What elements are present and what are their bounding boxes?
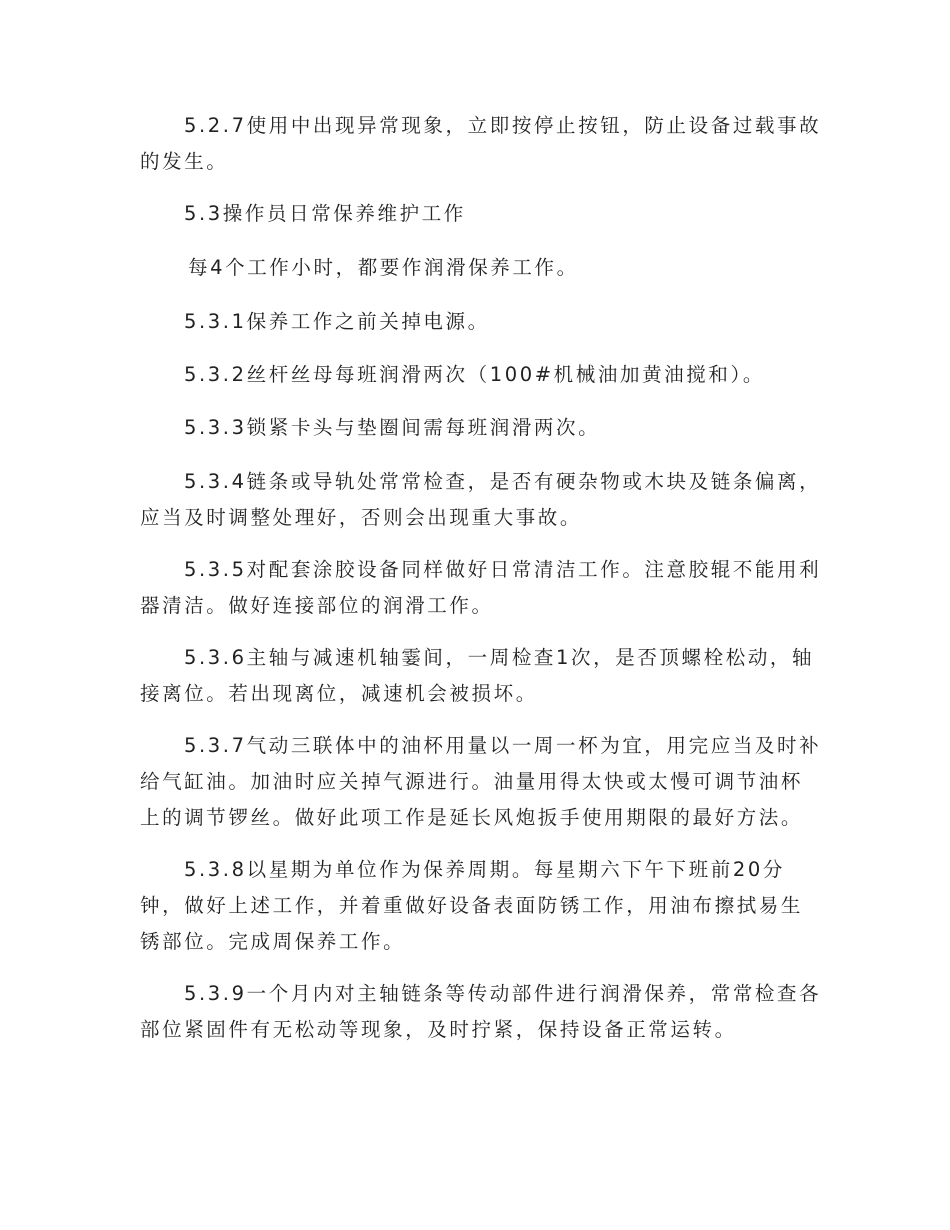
paragraph-line: 器清洁。做好连接部位的润滑工作。 — [140, 594, 494, 617]
paragraph-line: 5.3.3锁紧卡头与垫圈间需每班润滑两次。 — [184, 416, 601, 439]
paragraph-line: 应当及时调整处理好，否则会出现重大事故。 — [140, 506, 583, 529]
paragraph-5-2-7 — [140, 108, 822, 180]
paragraph-line: 给气缸油。加油时应关掉气源进行。油量用得太快或太慢可调节油杯 — [140, 770, 804, 793]
paragraph-5-3-9 — [140, 976, 822, 1048]
paragraph-line: 部位紧固件有无松动等现象，及时拧紧，保持设备正常运转。 — [140, 1018, 737, 1041]
paragraph-line: 5.3.8以星期为单位作为保养周期。每星期六下午下班前20分 — [184, 858, 785, 881]
paragraph-line: 每4个工作小时，都要作润滑保养工作。 — [188, 256, 579, 279]
paragraph-line: 5.3.2丝杆丝母每班润滑两次（100#机械油加黄油搅和）。 — [184, 363, 765, 386]
paragraph-line: 上的调节锣丝。做好此项工作是延长风炮扳手使用期限的最好方法。 — [140, 806, 804, 829]
paragraph-line: 的发生。 — [140, 150, 229, 173]
paragraph-5-3-1 — [140, 304, 816, 340]
paragraph-5-3-6 — [140, 640, 816, 712]
paragraph-every-4-hours — [140, 250, 816, 286]
paragraph-line: 5.3.9一个月内对主轴链条等传动部件进行润滑保养，常常检查各 — [184, 982, 822, 1005]
paragraph-line: 5.3.7气动三联体中的油杯用量以一周一杯为宜，用完应当及时补 — [184, 734, 822, 757]
paragraph-5-3-7 — [140, 728, 822, 836]
paragraph-line: 5.3.4链条或导轨处常常检查，是否有硬杂物或木块及链条偏离， — [184, 470, 822, 493]
paragraph-line: 接离位。若出现离位，减速机会被损坏。 — [140, 682, 538, 705]
paragraph-5-3-8 — [140, 852, 816, 960]
paragraph-5-3-4 — [140, 464, 822, 536]
paragraph-line: 5.3操作员日常保养维护工作 — [184, 202, 466, 225]
paragraph-line: 5.3.6主轴与减速机轴霎间，一周检查1次，是否顶螺栓松动，轴 — [184, 646, 815, 669]
paragraph-5-3-5 — [140, 552, 822, 624]
paragraph-line: 钟，做好上述工作，并着重做好设备表面防锈工作，用油布擦拭易生 — [140, 894, 804, 917]
paragraph-line: 5.3.1保养工作之前关掉电源。 — [184, 310, 490, 333]
paragraph-line: 5.3.5对配套涂胶设备同样做好日常清洁工作。注意胶辊不能用利 — [184, 558, 822, 581]
section-heading-5-3 — [140, 196, 816, 232]
paragraph-5-3-2 — [140, 357, 816, 393]
paragraph-5-3-3 — [140, 410, 816, 446]
paragraph-line: 5.2.7使用中出现异常现象，立即按停止按钮，防止设备过载事故 — [184, 114, 822, 137]
paragraph-line: 锈部位。完成周保养工作。 — [140, 930, 406, 953]
